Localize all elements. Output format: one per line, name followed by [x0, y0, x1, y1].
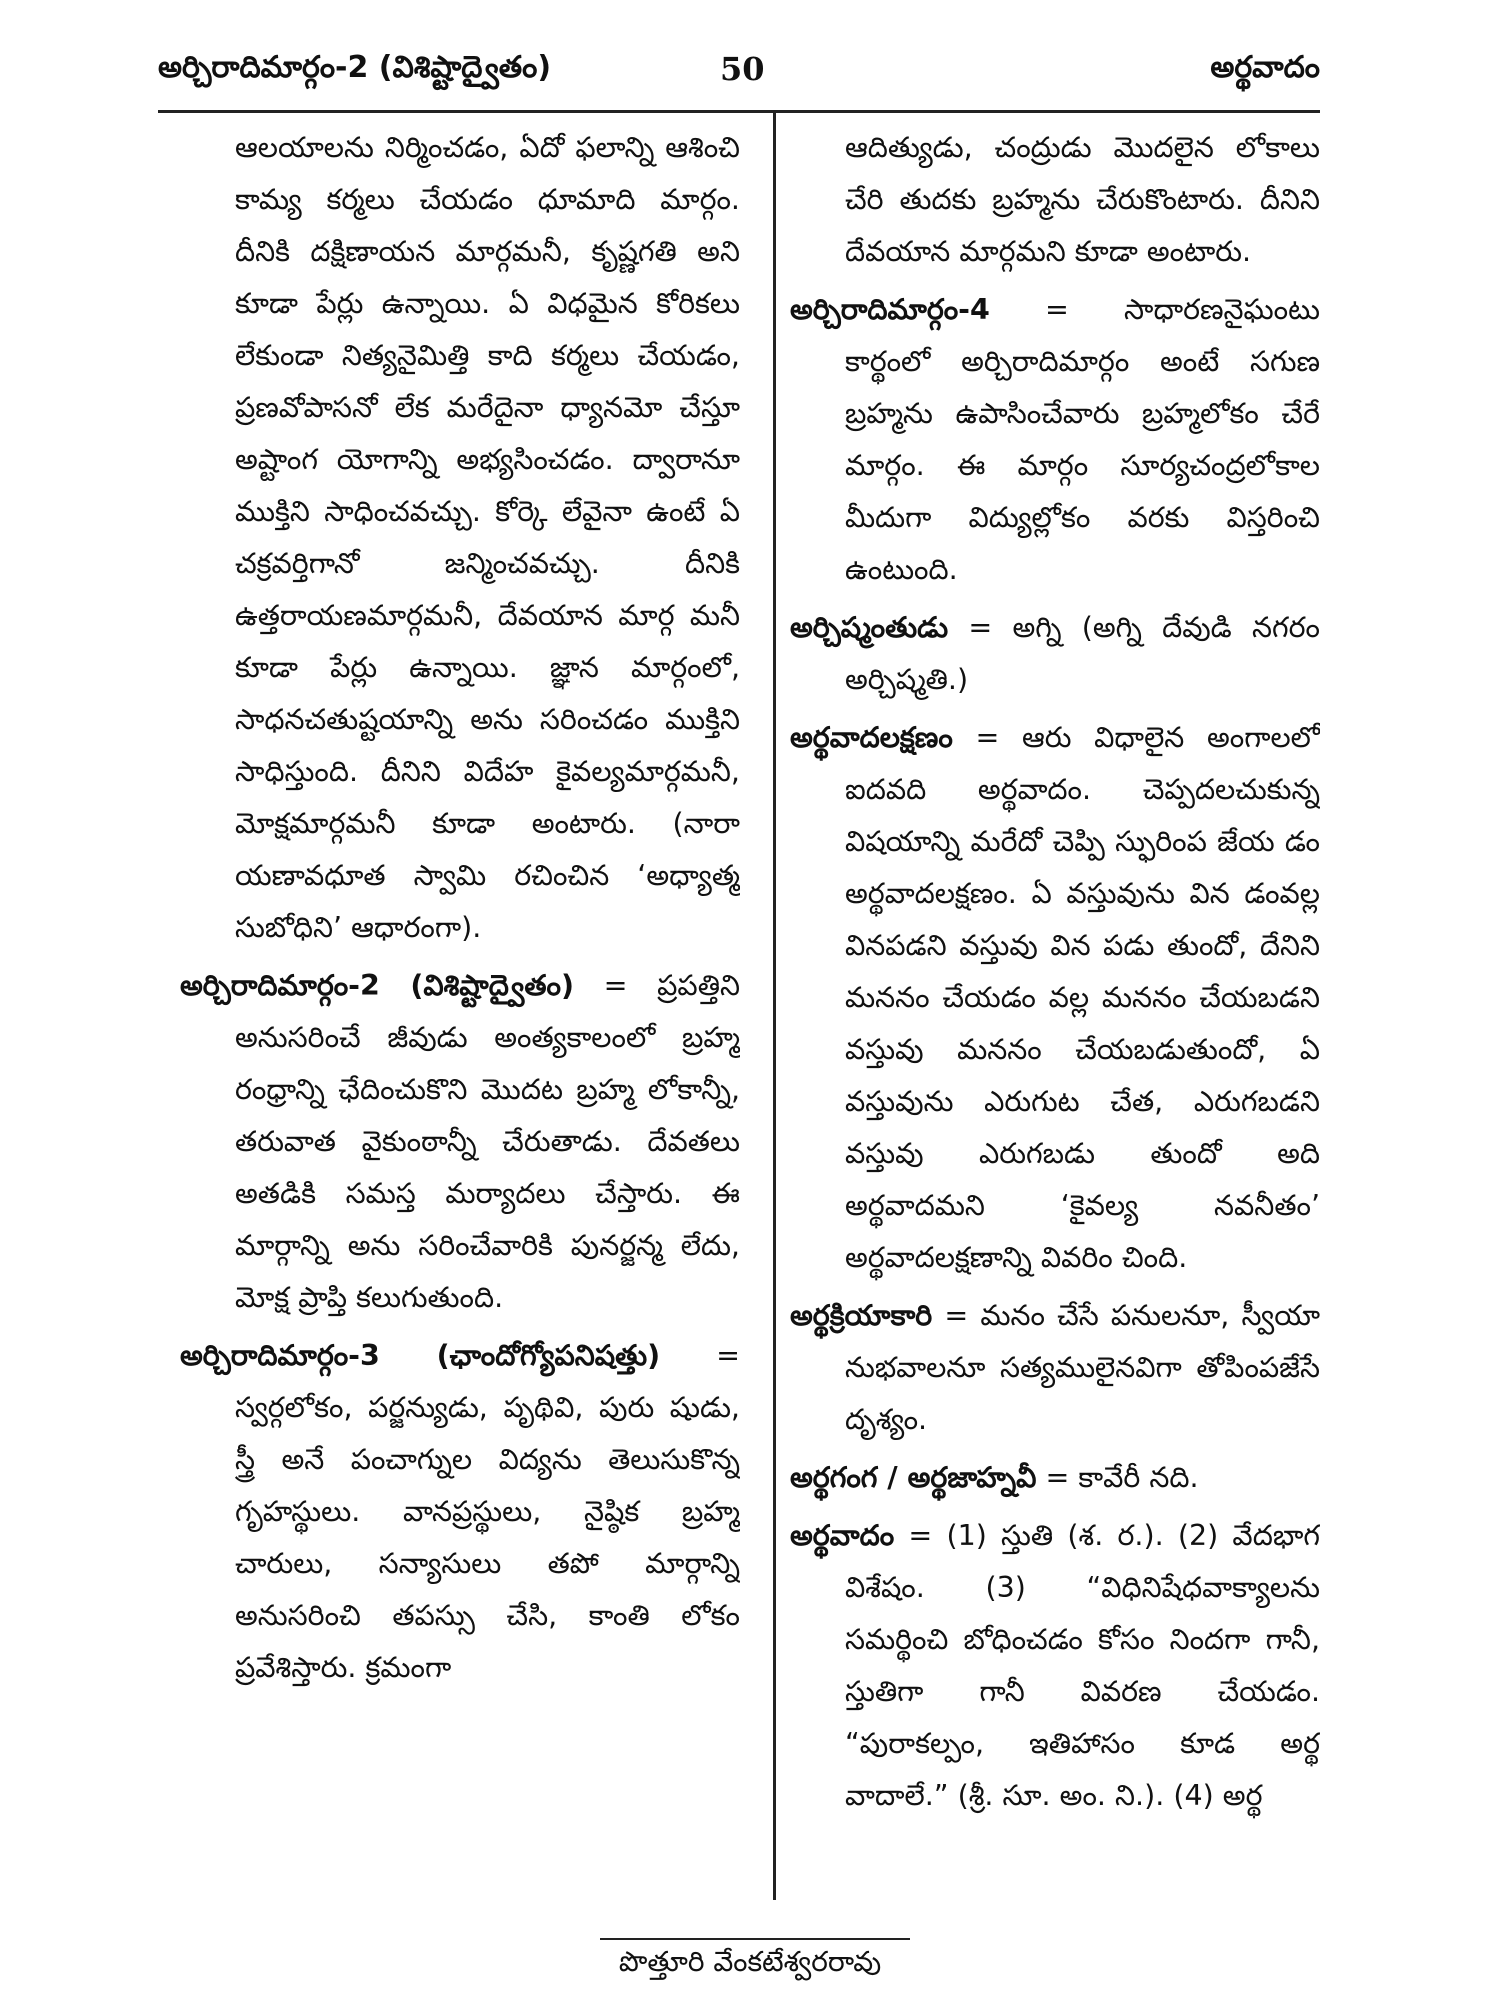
- entry-term: అర్చిరాదిమార్గం-4: [790, 293, 990, 326]
- dictionary-entry: [790, 1510, 1320, 1822]
- entry-term: అర్చిష్మంతుడు: [790, 611, 949, 644]
- dictionary-entry: [790, 1452, 1320, 1504]
- footer-author: పొత్తూరి వేంకటేశ్వరరావు: [618, 1945, 882, 1978]
- entry-definition: = అగ్ని (అగ్ని దేవుడి నగరం అర్చిష్మతి.): [845, 611, 1320, 696]
- right-column: [790, 122, 1320, 1828]
- entry-continuation: ఆదిత్యుడు, చంద్రుడు మొదలైన లోకాలు చేరి తుదకు బ్రహ్మను చేరుకొంటారు. దీనిని దేవయాన మార్గమని కూడా అంటారు.: [845, 131, 1320, 268]
- dictionary-entry: [790, 602, 1320, 706]
- footer-rule: [600, 1938, 910, 1940]
- entry-term: అర్థవాదలక్షణం: [790, 721, 953, 754]
- header-rule: [158, 110, 1320, 113]
- entry-definition: = ప్రపత్తిని అనుసరించే జీవుడు అంత్యకాలంలో బ్రహ్మ రంధ్రాన్ని ఛేదించుకొని మొదట బ్రహ్మ లోకాన్నీ, తరువాత వైకుంఠాన్నీ చేరుతాడు. దేవతలు అతడికి సమస్త మర్యాదలు చేస్తారు. ఈ మార్గాన్ని అను సరించేవారికి పునర్జన్మ లేదు, మోక్ష ప్రాప్తి కలుగుతుంది.: [235, 969, 740, 1314]
- column-divider: [773, 112, 776, 1900]
- page-number: 50: [720, 50, 765, 88]
- dictionary-entry: [180, 1330, 740, 1694]
- entry-definition: = స్వర్గలోకం, పర్జన్యుడు, పృథివి, పురు షుడు, స్త్రీ అనే పంచాగ్నుల విద్యను తెలుసుకొన్న గృహస్థులు. వానప్రస్థులు, నైష్ఠిక బ్రహ్మ చారులు, సన్యాసులు తపో మార్గాన్ని అనుసరించి తపస్సు చేసి, కాంతి లోకం ప్రవేశిస్తారు. క్రమంగా: [235, 1339, 740, 1684]
- entry-term: అర్థక్రియాకారి: [790, 1299, 933, 1332]
- entry-term: అర్చిరాదిమార్గం-2 (విశిష్టాద్వైతం): [180, 969, 574, 1002]
- dictionary-entry: [790, 284, 1320, 596]
- entry-term: అర్థవాదం: [790, 1519, 895, 1552]
- entry-continuation: ఆలయాలను నిర్మించడం, ఏదో ఫలాన్ని ఆశించి కామ్య కర్మలు చేయడం ధూమాది మార్గం. దీనికి దక్షిణాయన మార్గమనీ, కృష్ణగతి అని కూడా పేర్లు ఉన్నాయి. ఏ విధమైన కోరికలు లేకుండా నిత్యనైమిత్తి కాది కర్మలు చేయడం, ప్రణవోపాసనో లేక మరేదైనా ధ్యానమో చేస్తూ అష్టాంగ యోగాన్ని అభ్యసించడం. ద్వారానూ ముక్తిని సాధించవచ్చు. కోర్కె లేవైనా ఉంటే ఏ చక్రవర్తిగానో జన్మించవచ్చు. దీనికి ఉత్తరాయణమార్గమనీ, దేవయాన మార్గ మనీ కూడా పేర్లు ఉన్నాయి. జ్ఞాన మార్గంలో, సాధనచతుష్టయాన్ని అను సరించడం ముక్తిని సాధిస్తుంది. దీనిని విదేహ కైవల్యమార్గమనీ, మోక్షమార్గమనీ కూడా అంటారు. (నారా యణావధూత స్వామి రచించిన ‘అధ్యాత్మ సుబోధిని’ ఆధారంగా).: [235, 131, 740, 944]
- running-head-left: అర్చిరాదిమార్గం-2 (విశిష్టాద్వైతం): [158, 50, 552, 85]
- running-head-right: అర్థవాదం: [1210, 50, 1320, 85]
- left-column: [180, 122, 740, 1700]
- dictionary-entry: [790, 1290, 1320, 1446]
- entry-term: అర్చిరాదిమార్గం-3 (ఛాందోగ్యోపనిషత్తు): [180, 1339, 661, 1372]
- entry-definition: = (1) స్తుతి (శ. ర.). (2) వేదభాగ విశేషం. (3) “విధినిషేధవాక్యాలను సమర్థించి బోధించడం కోసం నిందగా గానీ, స్తుతిగా గానీ వివరణ చేయడం. “పురాకల్పం, ఇతిహాసం కూడ అర్థ వాదాలే.” (శ్రీ. సూ. అం. ని.). (4) అర్థ: [845, 1519, 1320, 1812]
- dictionary-entry: [790, 712, 1320, 1284]
- entry-definition: = సాధారణనైఘంటు కార్థంలో అర్చిరాదిమార్గం అంటే సగుణ బ్రహ్మను ఉపాసించేవారు బ్రహ్మలోకం చేరే మార్గం. ఈ మార్గం సూర్యచంద్రలోకాల మీదుగా విద్యుల్లోకం వరకు విస్తరించి ఉంటుంది.: [845, 293, 1320, 586]
- entry-definition: = ఆరు విధాలైన అంగాలలో ఐదవది అర్థవాదం. చెప్పదలచుకున్న విషయాన్ని మరేదో చెప్పి స్ఫురింప జేయ డం అర్థవాదలక్షణం. ఏ వస్తువును విన డంవల్ల వినపడని వస్తువు విన పడు తుందో, దేనిని మననం చేయడం వల్ల మననం చేయబడని వస్తువు మననం చేయబడుతుందో, ఏ వస్తువును ఎరుగుట చేత, ఎరుగబడని వస్తువు ఎరుగబడు తుందో అది అర్థవాదమని ‘కైవల్య నవనీతం’ అర్థవాదలక్షణాన్ని వివరిం చింది.: [845, 721, 1320, 1274]
- entry-definition: = కావేరీ నది.: [1036, 1461, 1199, 1494]
- page-header: [158, 50, 1320, 106]
- entry-term: అర్థగంగ / అర్థజాహ్నవీ: [790, 1461, 1037, 1494]
- entry-definition: = మనం చేసే పనులనూ, స్వీయా నుభవాలనూ సత్యములైనవిగా తోపింపజేసే దృశ్యం.: [845, 1299, 1320, 1436]
- dictionary-entry: [180, 960, 740, 1324]
